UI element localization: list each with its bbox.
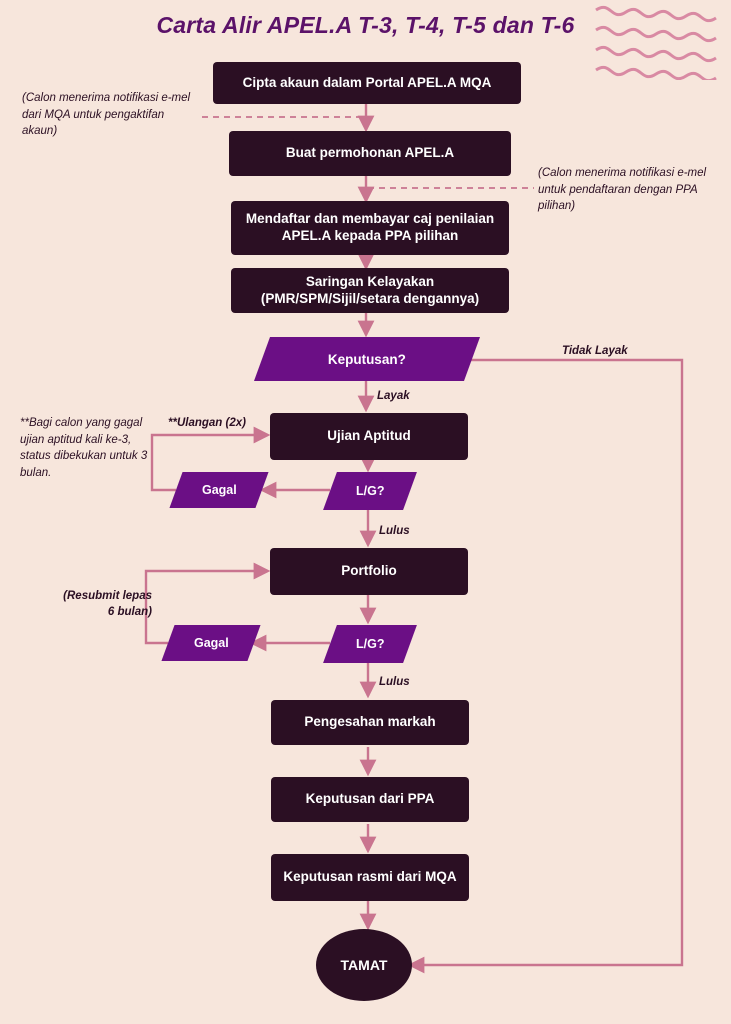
node-keputusan-ppa[interactable] <box>271 777 469 822</box>
edge-label-layak: Layak <box>377 390 410 402</box>
node-label: Saringan Kelayakan (PMR/SPM/Sijil/setara dengannya) <box>260 273 480 306</box>
node-label: Keputusan rasmi dari MQA <box>283 869 457 885</box>
note-left-top: (Calon menerima notifikasi e-mel dari MQA untuk pengaktifan akaun) <box>22 92 191 138</box>
node-label: L/G? <box>355 484 385 498</box>
page-title: Carta Alir APEL.A T-3, T-4, T-5 dan T-6 <box>156 12 575 38</box>
node-saringan-kelayakan[interactable] <box>231 268 509 313</box>
gagal-badge-1[interactable] <box>169 472 268 508</box>
node-mendaftar-bayar[interactable] <box>231 201 509 255</box>
decision-lg-2[interactable] <box>323 625 417 663</box>
decision-keputusan[interactable] <box>254 337 480 381</box>
node-label: Keputusan dari PPA <box>305 791 435 807</box>
node-label: TAMAT <box>340 957 388 973</box>
node-label: Portfolio <box>341 563 397 579</box>
node-label: Keputusan? <box>327 351 406 367</box>
node-tamat[interactable] <box>316 929 412 1001</box>
edge-label-lulus-1: Lulus <box>379 525 410 537</box>
edge-label-ulangan: **Ulangan (2x) <box>168 417 246 429</box>
node-label: Mendaftar dan membayar caj penilaian APEL.A kepada PPA pilihan <box>245 211 495 243</box>
node-label: Cipta akaun dalam Portal APEL.A MQA <box>242 74 492 90</box>
node-keputusan-rasmi-mqa[interactable] <box>271 854 469 901</box>
note-right-top: (Calon menerima notifikasi e-mel untuk pendaftaran dengan PPA pilihan) <box>538 167 707 213</box>
node-label: Gagal <box>201 483 237 497</box>
edge-label-lulus-2: Lulus <box>379 676 410 688</box>
node-portfolio[interactable] <box>270 548 468 595</box>
node-buat-permohonan[interactable] <box>229 131 511 176</box>
node-label: Buat permohonan APEL.A <box>285 145 455 161</box>
gagal-badge-2[interactable] <box>161 625 260 661</box>
decision-lg-1[interactable] <box>323 472 417 510</box>
edge-label-tidak-layak: Tidak Layak <box>562 345 628 357</box>
node-label: Gagal <box>193 636 229 650</box>
node-label: L/G? <box>355 637 385 651</box>
node-ujian-aptitud[interactable] <box>270 413 468 460</box>
node-cipta-akaun[interactable] <box>213 62 521 104</box>
node-label: Pengesahan markah <box>304 714 436 730</box>
note-left-mid: **Bagi calon yang gagal ujian aptitud kali ke-3, status dibekukan untuk 3 bulan. <box>20 417 148 480</box>
node-pengesahan-markah[interactable] <box>271 700 469 745</box>
node-label: Ujian Aptitud <box>327 428 411 444</box>
edge-label-resubmit: (Resubmit lepas 6 bulan) <box>63 590 152 619</box>
